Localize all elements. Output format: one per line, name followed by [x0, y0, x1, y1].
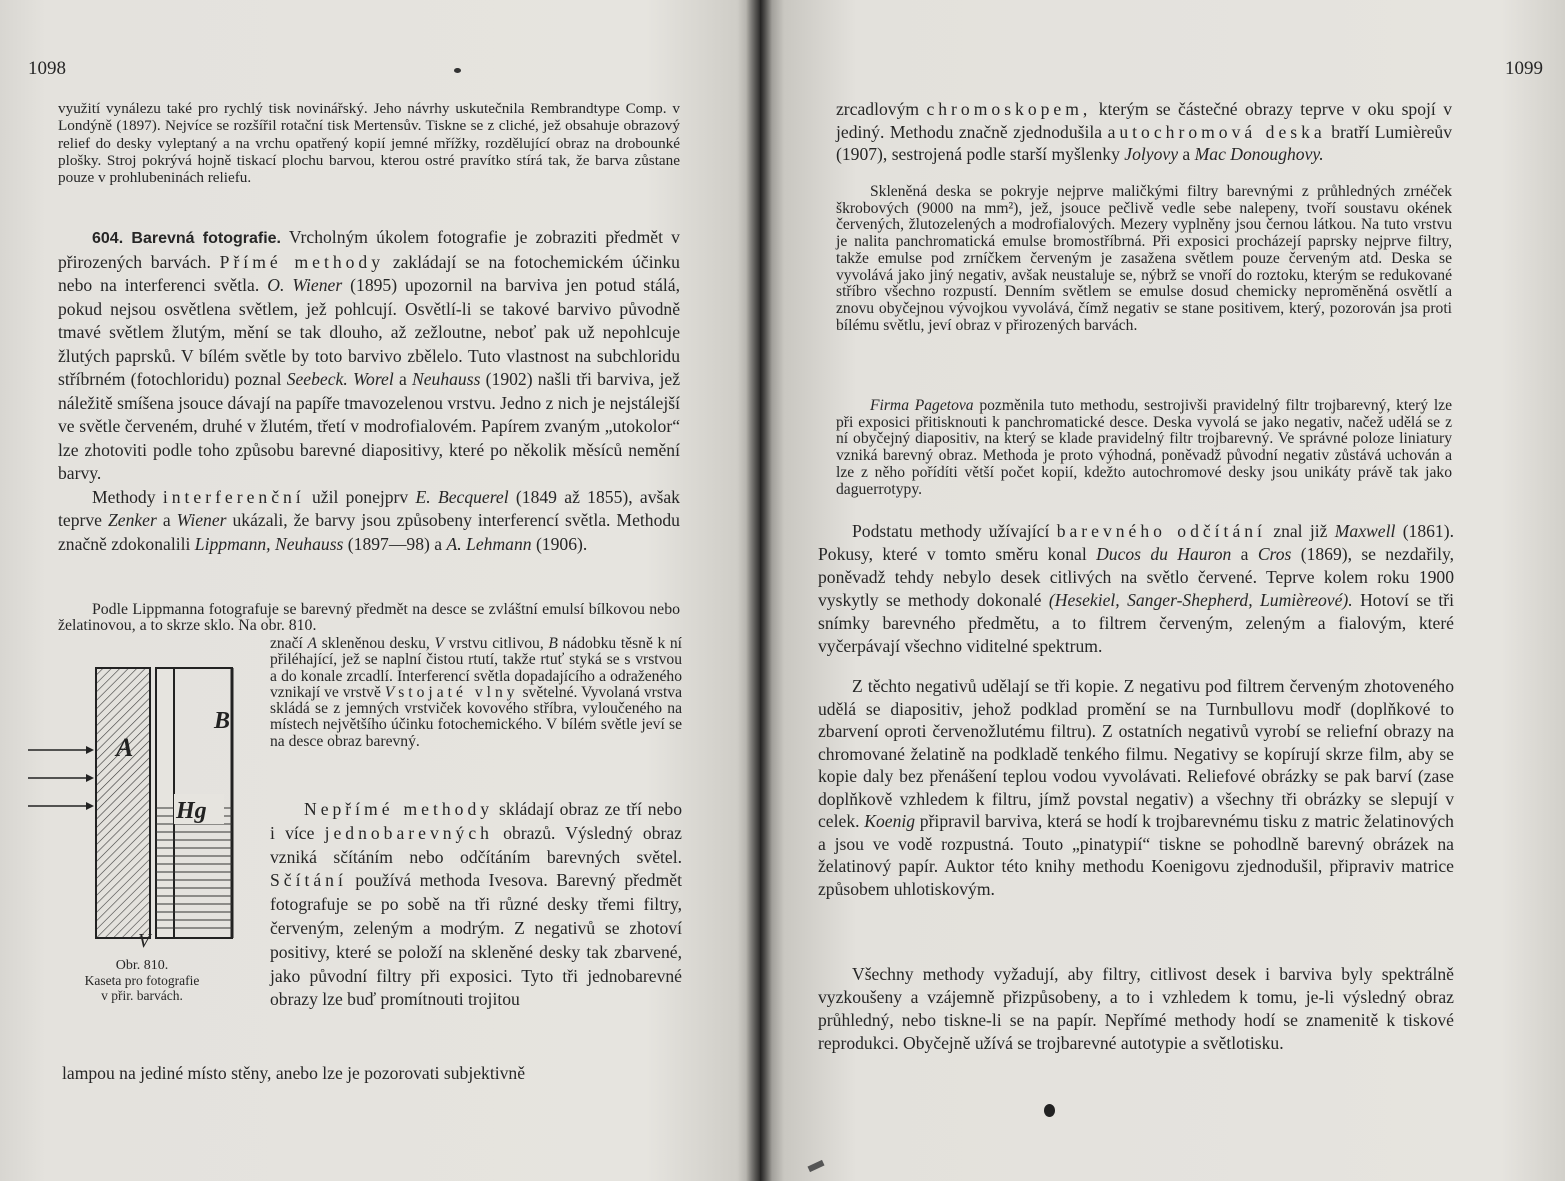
spaced-term: Nepřímé methody [304, 799, 494, 819]
text-run: skleněnou desku, [321, 635, 430, 652]
text-run: znal již [1273, 521, 1328, 541]
section-604 [58, 226, 680, 556]
text-run: značí [270, 635, 303, 652]
person-name: Zenker [107, 510, 157, 530]
text-run: Methody [92, 486, 156, 507]
paragraph-rotary-print [58, 100, 680, 186]
text-run: obrazů. Výsledný obraz vzniká sčítáním nebo odčítáním barevných světel. [270, 822, 682, 867]
spaced-term: interferenční [162, 486, 305, 507]
text-run: bratří Lumièreův (1907), sestrojená podle starší myšlenky [836, 121, 1452, 165]
caption-number: Obr. 810. [115, 958, 169, 973]
spaced-term: jednobarevných [324, 822, 493, 843]
text-run: (1906). [535, 533, 588, 554]
person-name: E. Becquerel [415, 486, 509, 507]
text-run: a [162, 510, 171, 530]
spaced-term: barevného odčítání [1056, 521, 1266, 541]
paragraph-text: Skleněná deska se pokryje nejprve maličkými filtry barevnými z průhledných zrnéček škrobových (9000 na mm²), jež, jsouce pečlivě vedle sebe nalepeny, tvoří soustavu okének červených, žlutozelených a modrofialových. Mezery vyplněny jsou černou látkou. Na tuto vrstvu je nalita panchromatická emulse bromostříbrná. Při exposici procházejí paprsky nejprve filtry, takže emulse pod zrníčkem červeným je zasažena světlem pouze červeným atd. Deska se vyvolává jako jiný negativ, avšak neustaluje se, nýbrž se vnoří do roztoku, kterým se redukované stříbro všechno rozpustí. Denním světlem se emulse dosud chemicky nepromĕněná osvětlí a znovu obyčejnou vývojkou vyvolává, čímž negativ se stane positivem, který, pozorován jsa proti bílému světlu, jeví obraz v přirozených barvách. [836, 183, 1452, 334]
text-run: a [1182, 144, 1191, 165]
text-run: ukázali, že barvy jsou způsobeny interferencí světla. Methodu značně zdokonalili [58, 510, 680, 554]
text-run: (1849 až 1855), avšak teprve [58, 486, 680, 530]
person-name: Seebeck. [286, 369, 348, 389]
paragraph-chromoscope [836, 98, 1452, 166]
spaced-term: Přímé methody [219, 251, 385, 272]
label-a: A [116, 733, 134, 762]
text-run: Z těchto negativů udělají se tři kopie. Z negativu pod filtrem červeným zhotoveného udělá se diapositiv, jehož podklad promění se na Turnbullovu modř (doplňkové to zbarvení oproti červenožlutému filtru). Z ostatních negativů vyrobí se reliefní obrazy na chromované želatině na podkladě tenkého filmu. Negativy se kopírují skrze film, aby se kopie daly bez přenášení teplou vodou vyvolávati. Reliefové obrázky se pak barví (zase doplňkově vzhledem k filtru, jímž povstal negativ) a všechny tři obrázky se slepují v celek. [818, 676, 1454, 831]
text-run: zrcadlovým [836, 99, 920, 119]
figure-ref: A [307, 635, 318, 652]
label-v: V [138, 930, 151, 952]
spaced-term: stojaté vlny [398, 683, 519, 701]
person-name: Koenig [864, 811, 916, 831]
text-run: světelné. Vyvolaná vrstva skládá se z jemných vrstviček kovového stříbra, vyloučeného na místech největšího účinku fotochemického. V bílém světle jeví se na desce obraz barevný. [270, 683, 682, 750]
figure-810-diagram [28, 658, 258, 948]
text-run: vrstvu citlivou, [448, 635, 544, 652]
figure-ref: V [434, 635, 444, 652]
caption-line: Kaseta pro fotografie [84, 973, 200, 988]
label-hg: Hg [176, 798, 207, 824]
company-name: Firma Pagetova [870, 397, 974, 414]
person-name: Lippmann, Neuhauss [194, 533, 344, 554]
glass-plate-a [96, 668, 150, 938]
figure-ref: V [384, 683, 395, 701]
text-run: kterým se částečné obrazy teprve v oku spojí v jediný. Methodu značně zjednodušila [836, 99, 1452, 142]
text-run: (1861). Pokusy, které v tomto směru konal [818, 521, 1454, 564]
paragraph-text: Všechny methody vyžadují, aby filtry, citlivost desek i barviva byly spektrálně vyzkoušeny a vzájemně přizpůsobeny, a to i vzhledem k tomu, je-li výsledný obraz průhledný, nebo tiskne-li se na papír. Nepřímé methody hodí se znamenitě k tiskové reprodukci. Obyčejně užívá se trojbarevné autotypie a světlotisku. [818, 964, 1454, 1053]
figure-wrap-text [270, 636, 682, 750]
text-run: Podstatu methody užívající [852, 521, 1050, 541]
person-name: Worel [352, 369, 394, 389]
person-name: Ducos du Hauron [1096, 543, 1232, 564]
page-number-left: 1098 [28, 58, 66, 79]
text-run: zakládají se na fotochemickém účinku nebo na interferenci světla. [58, 251, 680, 295]
paragraph-indirect-methods [270, 798, 682, 1012]
figure-ref: B [548, 635, 558, 652]
text-run: a [398, 369, 407, 389]
person-name: Maxwell [1334, 521, 1396, 541]
text-run: nádobku těsně k ní přiléhající, jež se naplní čistou rtutí, takže rtuť styká se s vrstvou a do konale zrcadlí. Interferencí světla dopadajícího a odraženého vznikají ve vrstvě [270, 635, 683, 701]
paragraph-negatives [818, 675, 1454, 900]
text-run: (1897—98) a [347, 533, 443, 554]
section-heading: 604. Barevná fotografie. [92, 230, 281, 247]
text-run: připravil barviva, která se hodí k trojbarevnému tisku z matric želatinových a jsou ve vodě rozpustná. Touto „pinatypií“ tiskne se pohodlně barevný obrázek na želatinový papír. Auktor této knihy methodu Koenigovu zjednodušil, připraviv matrice způsobem uhlotiskovým. [818, 811, 1454, 899]
paragraph-subtractive [818, 520, 1454, 657]
spaced-term: autochromová deska [1107, 121, 1326, 142]
paragraph-text: využití vynálezu také pro rychlý tisk novinářský. Jeho návrhy uskutečnila Rembrandtype Comp. v Londýně (1897). Nejvíce se rozšířil rotační tisk Mertensův. Tiskne se z cliché, jež obsahuje obrazový relief do desky vyleptaný a na vrchu opatřený kopií jemné mřížky, rozdělující obraz na drobounké plošky. Stroj pokrývá hojně tiskací plochu barvou, kterou ostré pravítko stírá tak, že barva zůstane pouze v prohlubeninách reliefu. [58, 100, 680, 187]
person-name: Jolyovy [1124, 144, 1179, 165]
text-run: Hotoví se tři snímky barevného předmětu, a to filtrem červeným, zeleným a fialovým, které vyčerpávají všechno viditelné spektrum. [818, 589, 1454, 656]
label-b: B [214, 708, 231, 734]
ink-speck [454, 68, 461, 73]
text-run: (1902) našli tři barviva, jež náležitě smíšena jsouce dávají na papíře tmavozelenou vrstvu. Jedno z nich je nejstálejší ve světle červeném, druhé v žlutém, třetí v modrofialovém. Papírem zvaným „utokolor“ lze zhotoviti podle toho způsobu barevné diapositivy, které po několik měsíců nemění barvy. [58, 369, 681, 483]
text-run: Vrcholným úkolem fotografie je zobraziti předmět v přirozených barvách. [58, 227, 680, 272]
caption-line: v přir. barvách. [101, 988, 183, 1003]
spaced-term: Sčítání [270, 870, 347, 891]
text-run: skládají obraz ze tří nebo i více [270, 799, 682, 843]
spaced-term: chromoskopem, [926, 99, 1092, 119]
person-name: Cros [1257, 543, 1292, 564]
paragraph-paget [836, 398, 1452, 498]
paragraph-lippmann [58, 602, 680, 635]
text-run: a [1240, 543, 1249, 564]
text-run: (1895) upozornil na barviva jen potud stálá, pokud nejsou osvětlena světlem, jež pohlcují. Osvětlí-li se takové barvivo původně tmavé světlem žlutým, mění se tak dlouho, až zežloutne, neboť pak už nepohlcuje žlutých paprsků. V bílém světle by toto barvivo zbělelo. Tuto vlastnost na subchloridu stříbrném (fotochloridu) poznal [58, 275, 680, 389]
book-gutter [746, 0, 772, 1181]
figure-caption [62, 958, 222, 1003]
person-name: A. Lehmann [446, 533, 532, 554]
last-line-left: lampou na jediné místo stěny, anebo lze je pozorovati subjektivně [62, 1063, 526, 1083]
person-name: Wiener [176, 510, 227, 530]
mercury-vessel-b [156, 668, 174, 938]
ink-speck [1044, 1104, 1055, 1117]
text-run: pozměnila tuto methodu, sestrojivši pravidelný filtr trojbarevný, který lze při exposici přitisknouti k panchromatické desce. Deska vyvolá se jako negativ, načež udělá se z ní obyčejný diapositiv, na který se klade pravidelný filtr trojbarevný. Ve správné poloze liniatury vzniká barevný obraz. Methoda je proto výhodná, poněvadž původní negativ zůstává uchován a lze z něho pořídíti větší počet kopií, kdežto autochromové desky jsou unikáty právě tak jako daguerrotypy. [836, 397, 1452, 498]
paragraph-text: Podle Lippmanna fotografuje se barevný předmět na desce se zvláštní emulsí bílkovou nebo želatinovou, a to skrze sklo. Na obr. 810. [58, 601, 680, 635]
paragraph-autochrome-plate [836, 184, 1452, 334]
text-run: užil ponejprv [312, 486, 409, 507]
page-number-right: 1099 [1505, 58, 1543, 79]
text-run: používá methoda Ivesova. Barevný předmět fotografuje se po sobě na tři různé desky třemi filtry, červeným, zeleným a modrým. Z negativů se zhotoví positivy, které se položí na skleněné desky tak zbarvené, jako původní filtry při exposici. Tyto tři jednobarevné obrazy lze buď promítnouti trojitou [270, 870, 682, 1010]
person-name: (Hesekiel, Sanger-Shepherd, Lumièreové). [1048, 589, 1353, 610]
text-run: (1869), se nezdařily, poněvadž tehdy nebylo desek citlivých na světlo červené. Teprve kolem roku 1900 vyskytly se methody dokonalé [818, 543, 1455, 610]
paragraph-conclusion [818, 963, 1454, 1055]
person-name: O. Wiener [267, 275, 343, 295]
person-name: Neuhauss [412, 369, 481, 389]
person-name: Mac Donoughovy. [1194, 144, 1324, 165]
